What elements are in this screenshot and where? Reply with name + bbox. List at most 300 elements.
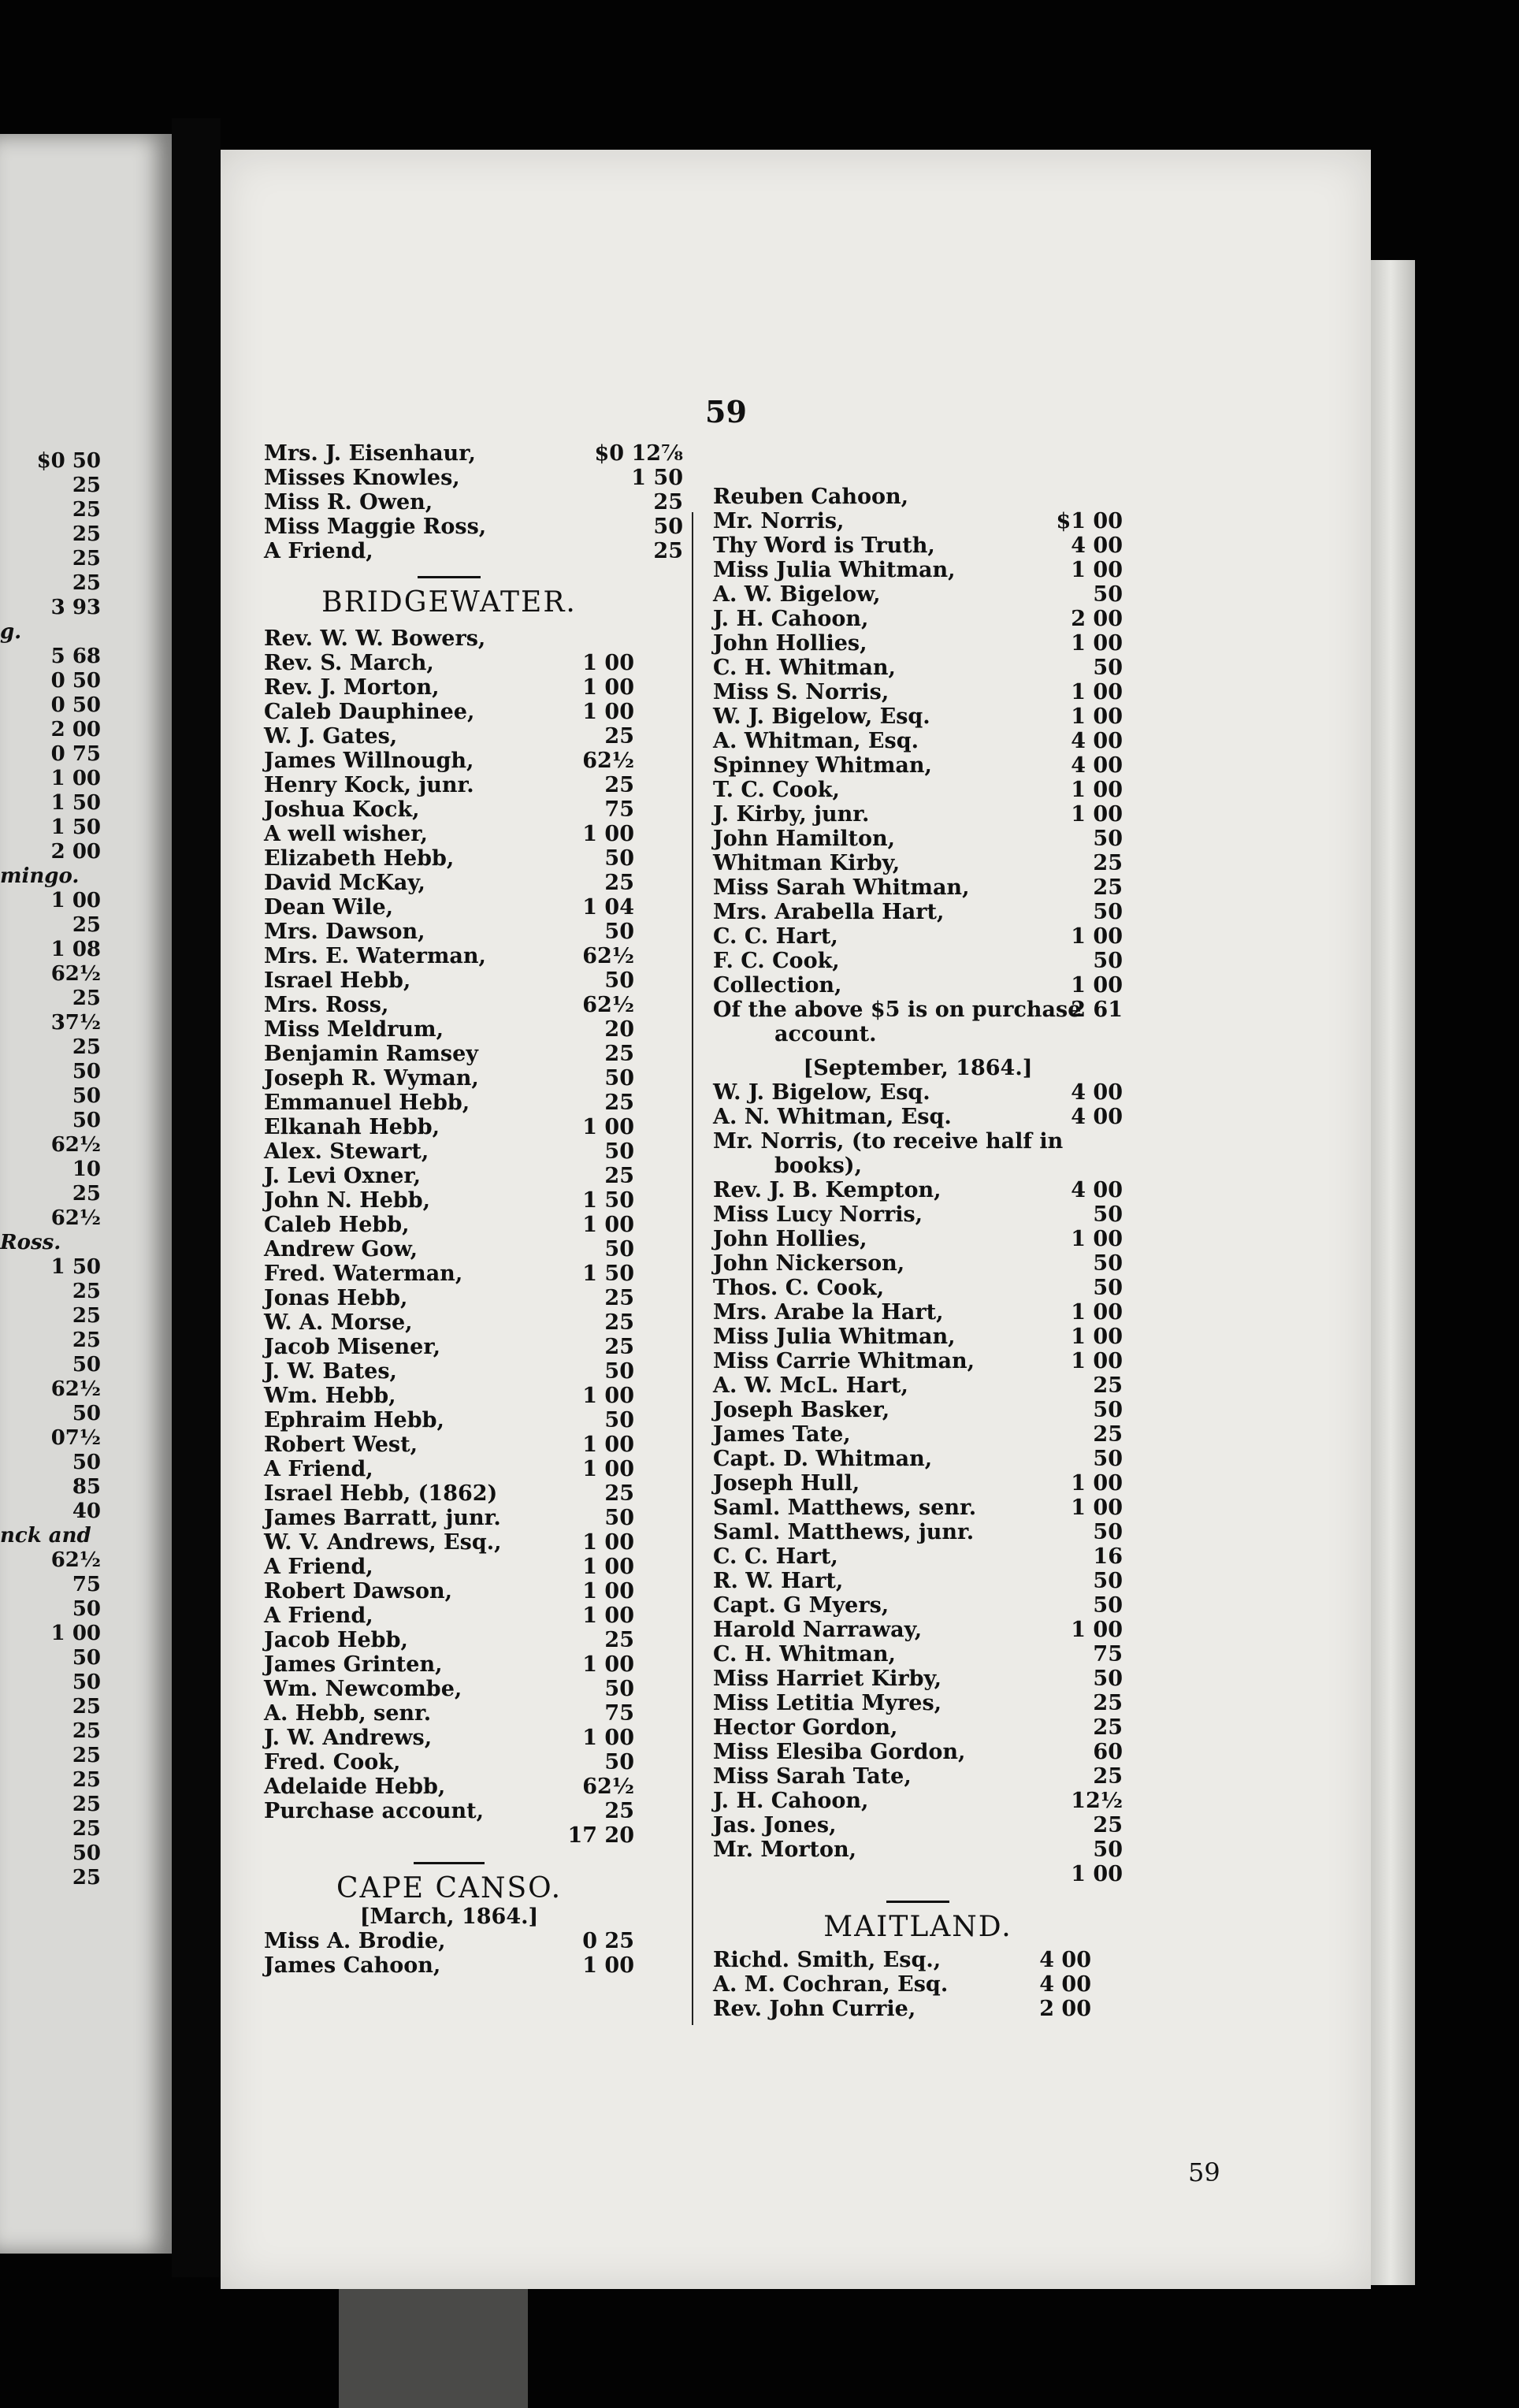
ledger-row: [713, 1642, 1123, 1667]
ledger-row: [713, 1129, 1123, 1154]
donor-name: James Willnough,: [264, 749, 474, 773]
donor-name: Joseph R. Wyman,: [264, 1066, 479, 1091]
ledger-row: [264, 1481, 634, 1506]
donor-name: Miss Sarah Tate,: [713, 1764, 912, 1789]
ledger-row: [713, 485, 1123, 509]
amount-text: 0 75: [50, 742, 101, 766]
donor-name: W. J. Bigelow, Esq.: [713, 704, 930, 729]
donor-name: Miss Carrie Whitman,: [713, 1349, 975, 1373]
donor-name: Wm. Hebb,: [264, 1384, 396, 1408]
amount-text: 25: [72, 571, 101, 595]
donation-amount: $0 12⅞: [594, 441, 683, 466]
ledger-row: [264, 871, 634, 895]
donation-amount: 50: [604, 846, 634, 871]
ledger-row: [264, 1213, 634, 1237]
donation-amount: 25: [1093, 1422, 1123, 1447]
ledger-row: [713, 1691, 1123, 1715]
left-page-amount: [0, 1304, 172, 1328]
left-page-amount: [0, 547, 172, 571]
left-page-amount: [0, 693, 172, 718]
donor-name: Fred. Cook,: [264, 1750, 401, 1774]
donor-name: C. H. Whitman,: [713, 656, 896, 680]
amount-text: 2 00: [50, 718, 101, 741]
ledger-row: [713, 1789, 1123, 1813]
donation-amount: $1 00: [1056, 509, 1123, 533]
donation-amount: 25: [604, 1481, 634, 1506]
donor-name: David McKay,: [264, 871, 425, 895]
donation-amount: 50: [604, 1677, 634, 1701]
donor-name: James Tate,: [713, 1422, 851, 1447]
left-page-amount: [0, 498, 172, 522]
donor-name: James Grinten,: [264, 1652, 443, 1677]
donor-name: A Friend,: [264, 1555, 373, 1579]
ledger-row: [264, 1359, 634, 1384]
donation-amount: 1 00: [1071, 1325, 1123, 1349]
ledger-row: [264, 1953, 634, 1978]
donor-name: Richd. Smith, Esq.,: [713, 1948, 941, 1972]
donor-name: Miss Elesiba Gordon,: [713, 1740, 966, 1764]
left-page-text-fragment: [0, 1524, 172, 1548]
donor-name: A Friend,: [264, 1603, 373, 1628]
donor-name: Rev. S. March,: [264, 651, 434, 675]
amount-text: 40: [72, 1499, 101, 1523]
donor-name: Miss Lucy Norris,: [713, 1202, 923, 1227]
ledger-row: [713, 1972, 1123, 1997]
amount-text: 62½: [50, 1377, 101, 1401]
donation-amount: 4 00: [1039, 1972, 1091, 1997]
ledger-row: [264, 490, 683, 515]
donation-amount: 2 00: [1039, 1997, 1091, 2021]
ledger-row: [264, 1823, 634, 1848]
donor-name: R. W. Hart,: [713, 1569, 844, 1593]
donation-amount: 1 00: [582, 1555, 634, 1579]
left-page-amount: [0, 1573, 172, 1597]
donor-name: A. W. McL. Hart,: [713, 1373, 908, 1398]
donation-amount: 50: [1093, 1667, 1123, 1691]
donor-name: Capt. G Myers,: [713, 1593, 889, 1618]
donation-amount: 1 00: [582, 822, 634, 846]
donation-amount: 4 00: [1071, 1080, 1123, 1105]
donation-amount: 1 00: [582, 1457, 634, 1481]
donor-name: A. Hebb, senr.: [264, 1701, 432, 1726]
donor-name: A. Whitman, Esq.: [713, 729, 919, 753]
donor-name: A Friend,: [264, 539, 373, 563]
donation-amount: 50: [1093, 1447, 1123, 1471]
donation-amount: 4 00: [1071, 1178, 1123, 1202]
donation-amount: 50: [1093, 656, 1123, 680]
donation-amount: 50: [604, 1139, 634, 1164]
donation-amount: 17 20: [567, 1823, 634, 1848]
amount-text: 25: [72, 1744, 101, 1767]
column-divider: [692, 512, 693, 2025]
donor-name: Rev. J. Morton,: [264, 675, 440, 700]
donation-amount: 62½: [582, 944, 634, 968]
donor-name: Elizabeth Hebb,: [264, 846, 455, 871]
left-page-amount: [0, 596, 172, 620]
ledger-row: [264, 1310, 634, 1335]
left-page-amount: [0, 913, 172, 938]
ledger-row: [713, 778, 1123, 802]
amount-text: 0 50: [50, 693, 101, 717]
left-page-amount: [0, 1548, 172, 1573]
donor-name: John Nickerson,: [713, 1251, 905, 1276]
ledger-row: [264, 1433, 634, 1457]
ledger-row: [713, 875, 1123, 900]
ledger-row: [264, 1091, 634, 1115]
left-page-amount: [0, 474, 172, 498]
donation-amount: 50: [604, 968, 634, 993]
ledger-row: [264, 1603, 634, 1628]
donation-amount: 1 00: [1071, 1300, 1123, 1325]
donation-amount: 25: [604, 1799, 634, 1823]
amount-text: 50: [72, 1597, 101, 1621]
ledger-row: [264, 1237, 634, 1262]
amount-text: 2 00: [50, 840, 101, 864]
ledger-row: [713, 1667, 1123, 1691]
ledger-row: [264, 1799, 634, 1823]
amount-text: 25: [72, 1304, 101, 1328]
ledger-row: [264, 515, 683, 539]
amount-text: 1 00: [50, 1622, 101, 1645]
left-page-amount: [0, 1622, 172, 1646]
donor-name: books),: [774, 1154, 862, 1178]
left-page-amount: [0, 1793, 172, 1817]
donation-amount: 1 00: [1071, 1862, 1123, 1886]
cape-canso-list: [264, 1929, 634, 1978]
amount-text: 25: [72, 987, 101, 1010]
maitland-list: [713, 1948, 1123, 2021]
donor-name: Jas. Jones,: [713, 1813, 837, 1838]
amount-text: 25: [72, 1695, 101, 1719]
donation-amount: 50: [1093, 1838, 1123, 1862]
donation-amount: 25: [1093, 1715, 1123, 1740]
donation-amount: 50: [1093, 1202, 1123, 1227]
donation-amount: 50: [604, 1750, 634, 1774]
donation-amount: 50: [1093, 1251, 1123, 1276]
donation-amount: 62½: [582, 749, 634, 773]
ledger-row: [264, 1042, 634, 1066]
cape-canso-heading: CAPE CANSO.: [336, 1872, 563, 1904]
donation-amount: 25: [1093, 1764, 1123, 1789]
amount-text: 25: [72, 1280, 101, 1303]
left-page-amount: [0, 1646, 172, 1670]
donor-name: Elkanah Hebb,: [264, 1115, 440, 1139]
donor-name: W. A. Morse,: [264, 1310, 413, 1335]
donor-name: Ephraim Hebb,: [264, 1408, 444, 1433]
donor-name: John N. Hebb,: [264, 1188, 431, 1213]
donor-name: Jonas Hebb,: [264, 1286, 408, 1310]
donation-amount: 4 00: [1071, 753, 1123, 778]
donation-amount: 50: [604, 920, 634, 944]
donor-name: Joseph Hull,: [713, 1471, 860, 1496]
left-page-amount: [0, 938, 172, 962]
ledger-row: [264, 700, 634, 724]
ledger-row: [264, 749, 634, 773]
donation-amount: 25: [653, 490, 683, 515]
donor-name: J. H. Cahoon,: [713, 1789, 869, 1813]
ledger-row: [264, 1115, 634, 1139]
ledger-row: [713, 1154, 1123, 1178]
donor-name: Purchase account,: [264, 1799, 485, 1823]
donation-amount: 60: [1093, 1740, 1123, 1764]
amount-text: 62½: [50, 1548, 101, 1572]
donor-name: Andrew Gow,: [264, 1237, 418, 1262]
donation-amount: 50: [604, 1359, 634, 1384]
maitland-heading: MAITLAND.: [823, 1911, 1012, 1943]
amount-text: 62½: [50, 1206, 101, 1230]
donor-name: Miss Julia Whitman,: [713, 1325, 956, 1349]
note-text: Of the above $5 is on purchase: [713, 998, 1082, 1022]
donor-name: A Friend,: [264, 1457, 373, 1481]
left-page-amount: [0, 645, 172, 669]
donor-name: Israel Hebb,: [264, 968, 411, 993]
left-page-amount: [0, 669, 172, 693]
section-rule: [418, 576, 481, 578]
amount-text: 1 50: [50, 791, 101, 815]
ledger-row: [713, 1715, 1123, 1740]
ledger-row: [713, 1325, 1123, 1349]
ledger-row: [713, 1398, 1123, 1422]
ledger-row: [264, 993, 634, 1017]
left-page-amount: [0, 742, 172, 767]
donation-amount: 25: [604, 1164, 634, 1188]
ledger-row: [713, 1373, 1123, 1398]
left-page-text-fragment: [0, 1231, 172, 1255]
donation-amount: 25: [1093, 1813, 1123, 1838]
ledger-row: [713, 1764, 1123, 1789]
amount-text: 1 00: [50, 767, 101, 790]
donation-amount: 25: [1093, 1691, 1123, 1715]
amount-text: 62½: [50, 1133, 101, 1157]
ledger-row: [713, 1105, 1123, 1129]
donor-name: Mr. Norris, (to receive half in: [713, 1129, 1064, 1154]
donor-name: J. Levi Oxner,: [264, 1164, 422, 1188]
ledger-row: [713, 1544, 1123, 1569]
ledger-row: [713, 631, 1123, 656]
left-page-amount: [0, 1035, 172, 1060]
ledger-row: [713, 1178, 1123, 1202]
left-page-amount: [0, 1255, 172, 1280]
donation-amount: 25: [604, 871, 634, 895]
donor-name: Misses Knowles,: [264, 466, 460, 490]
donor-name: Wm. Newcombe,: [264, 1677, 462, 1701]
left-page-amount: [0, 1597, 172, 1622]
donor-name: J. W. Bates,: [264, 1359, 397, 1384]
donation-amount: 50: [604, 1066, 634, 1091]
donation-amount: 1 00: [1071, 802, 1123, 827]
col1-top-list: [264, 441, 683, 563]
donation-amount: 1 50: [582, 1262, 634, 1286]
note-line-2: account.: [774, 1022, 877, 1046]
ledger-row: [264, 1335, 634, 1359]
donor-name: Miss Letitia Myres,: [713, 1691, 942, 1715]
donation-amount: 25: [604, 1310, 634, 1335]
donation-amount: 4 00: [1039, 1948, 1091, 1972]
donor-name: John Hollies,: [713, 1227, 867, 1251]
ledger-row: [713, 1813, 1123, 1838]
donor-name: J. H. Cahoon,: [713, 607, 869, 631]
amount-text: 50: [72, 1670, 101, 1694]
ledger-row: [264, 651, 634, 675]
donation-amount: 20: [604, 1017, 634, 1042]
ledger-row: [713, 533, 1123, 558]
ledger-row: [713, 1471, 1123, 1496]
donor-name: Caleb Dauphinee,: [264, 700, 475, 724]
amount-text: 3 93: [50, 596, 101, 619]
ledger-row: [264, 539, 683, 563]
ledger-row: [264, 1701, 634, 1726]
donor-name: Miss Sarah Whitman,: [713, 875, 970, 900]
ledger-row: [713, 1496, 1123, 1520]
fragment-text: mingo.: [0, 864, 80, 888]
ledger-row: [264, 1774, 634, 1799]
left-page-amount: [0, 449, 172, 474]
donor-name: A well wisher,: [264, 822, 428, 846]
donor-name: Mrs. J. Eisenhaur,: [264, 441, 476, 466]
donor-name: Miss Maggie Ross,: [264, 515, 487, 539]
fragment-text: Ross.: [0, 1231, 61, 1254]
ledger-row: [713, 607, 1123, 631]
donor-name: Saml. Matthews, junr.: [713, 1520, 975, 1544]
donor-name: Harold Narraway,: [713, 1618, 923, 1642]
donor-name: Miss Julia Whitman,: [713, 558, 956, 582]
ledger-row: [264, 675, 634, 700]
donor-name: Miss A. Brodie,: [264, 1929, 446, 1953]
amount-text: 50: [72, 1841, 101, 1865]
ledger-row: [713, 582, 1123, 607]
ledger-row: [713, 1569, 1123, 1593]
donation-amount: 50: [604, 1506, 634, 1530]
scanner-tab: [339, 2289, 528, 2408]
donor-name: Thy Word is Truth,: [713, 533, 935, 558]
donation-amount: 25: [1093, 851, 1123, 875]
donation-amount: 62½: [582, 993, 634, 1017]
left-page-amount: [0, 1817, 172, 1841]
ledger-row: [713, 1202, 1123, 1227]
ledger-row: [713, 1080, 1123, 1105]
amount-text: 1 00: [50, 889, 101, 912]
donation-amount: 1 00: [582, 1603, 634, 1628]
donation-amount: 1 04: [582, 895, 634, 920]
ledger-row: [264, 1384, 634, 1408]
page-number: 59: [705, 394, 747, 429]
left-page-amount: [0, 1133, 172, 1158]
amount-text: 25: [72, 1866, 101, 1890]
donation-amount: 1 50: [631, 466, 683, 490]
donor-name: Dean Wile,: [264, 895, 394, 920]
donation-amount: 1 00: [1071, 778, 1123, 802]
donation-amount: 62½: [582, 1774, 634, 1799]
ledger-row: [713, 753, 1123, 778]
ledger-row: [264, 1017, 634, 1042]
left-page-amount: [0, 522, 172, 547]
amount-text: 50: [72, 1402, 101, 1425]
col2-list: [713, 485, 1123, 998]
donation-amount: 25: [604, 1042, 634, 1066]
left-page-amount: [0, 1060, 172, 1084]
ledger-row: [264, 1652, 634, 1677]
donation-amount: 1 00: [582, 1953, 634, 1978]
ledger-row: [713, 827, 1123, 851]
donor-name: A. W. Bigelow,: [713, 582, 881, 607]
ledger-row: [264, 895, 634, 920]
ledger-row: [713, 1251, 1123, 1276]
amount-text: 25: [72, 498, 101, 522]
left-page-amount: [0, 1744, 172, 1768]
donation-amount: 25: [1093, 875, 1123, 900]
ledger-row: [264, 1506, 634, 1530]
donation-amount: 25: [1093, 1373, 1123, 1398]
left-page-amount: [0, 1866, 172, 1890]
left-page-amount: [0, 1353, 172, 1377]
donation-amount: 25: [604, 1286, 634, 1310]
donor-name: Mr. Norris,: [713, 509, 845, 533]
left-page-amount: [0, 1841, 172, 1866]
donor-name: Mrs. Ross,: [264, 993, 389, 1017]
ledger-row: [264, 1286, 634, 1310]
donation-amount: 1 00: [1071, 1496, 1123, 1520]
donor-name: James Barratt, junr.: [264, 1506, 501, 1530]
ledger-row: [713, 1618, 1123, 1642]
amount-text: 25: [72, 913, 101, 937]
ledger-row: [713, 1740, 1123, 1764]
section-rule: [414, 1862, 485, 1864]
donor-name: Whitman Kirby,: [713, 851, 901, 875]
amount-text: $0 50: [36, 449, 101, 473]
ledger-row: [713, 680, 1123, 704]
ledger-row: [713, 1227, 1123, 1251]
ledger-row: [264, 1628, 634, 1652]
amount-text: 1 50: [50, 1255, 101, 1279]
left-page-amount: [0, 767, 172, 791]
amount-text: 07½: [50, 1426, 101, 1450]
amount-text: 50: [72, 1060, 101, 1083]
donor-name: C. C. Hart,: [713, 924, 838, 949]
ledger-row: [264, 920, 634, 944]
donor-name: Capt. D. Whitman,: [713, 1447, 933, 1471]
amount-text: 25: [72, 1719, 101, 1743]
donor-name: Caleb Hebb,: [264, 1213, 410, 1237]
donation-amount: 1 00: [1071, 1471, 1123, 1496]
donation-amount: 1 00: [1071, 680, 1123, 704]
donation-amount: 1 00: [582, 1433, 634, 1457]
donation-amount: 1 50: [582, 1188, 634, 1213]
left-page-amount: [0, 1499, 172, 1524]
ledger-row: [713, 1948, 1123, 1972]
ledger-row: [264, 773, 634, 797]
donation-amount: 75: [1093, 1642, 1123, 1667]
donation-amount: 25: [604, 773, 634, 797]
left-page-amount: [0, 791, 172, 816]
ledger-row: [713, 656, 1123, 680]
donation-amount: 50: [1093, 827, 1123, 851]
left-page-fragment: [0, 134, 172, 2254]
left-page-amount: [0, 1280, 172, 1304]
ledger-row: [713, 558, 1123, 582]
ledger-row: [713, 1997, 1123, 2021]
ledger-row: [264, 1750, 634, 1774]
donor-name: Mr. Morton,: [713, 1838, 857, 1862]
left-page-amount: [0, 962, 172, 987]
left-page-amount: [0, 571, 172, 596]
left-page-amount: [0, 889, 172, 913]
donation-amount: 25: [604, 1091, 634, 1115]
ledger-row: [264, 1457, 634, 1481]
donor-name: Joshua Kock,: [264, 797, 420, 822]
amount-text: 25: [72, 1793, 101, 1816]
donor-name: Mrs. Arabella Hart,: [713, 900, 945, 924]
amount-text: 25: [72, 1328, 101, 1352]
